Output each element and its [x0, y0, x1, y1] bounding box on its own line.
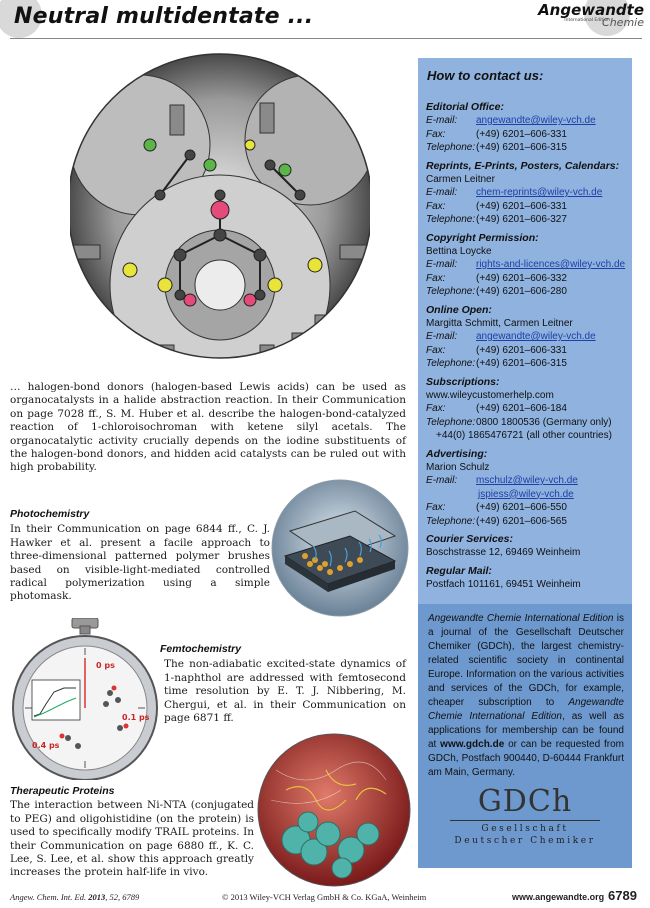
reprints-person: Carmen Leitner [426, 173, 495, 185]
gdch-journal-name-2: Angewandte Chemie International Edition [428, 697, 624, 722]
email-label: E-mail: [426, 187, 458, 198]
subscriptions [426, 376, 625, 443]
journal-logo [538, 1, 644, 29]
email-label: E-mail: [426, 259, 458, 270]
regular-mail [426, 565, 625, 592]
copyright-email-link[interactable]: rights-and-licences@wiley-vch.de [476, 259, 626, 270]
reprints-tel: (+49) 6201–606-327 [476, 214, 567, 225]
therapeutic-text: The interaction between Ni-NTA (conjugated to PEG) and oligohistidine (on the protein) is used to specifically modify TRAIL proteins. In their Communication on page 6880 ff., K. C. Lee, S. Lee, et al. show this approach greatly increases the protein half-life in vivo. [10, 799, 254, 879]
tel-label: Telephone: [426, 286, 476, 297]
footer-volume: , 52, 6789 [105, 892, 140, 902]
online-open-tel: (+49) 6201–606-315 [476, 358, 567, 369]
subscriptions-tel2: +44(0) 1865476721 (all other countries) [436, 430, 612, 441]
gdch-logo [418, 784, 632, 847]
tel-label: Telephone: [426, 416, 476, 428]
editorial-tel: (+49) 6201–606-315 [476, 142, 567, 153]
polymer-brush-illustration [270, 476, 410, 620]
subscriptions-web[interactable]: www.wileycustomerhelp.com [426, 389, 554, 401]
gdch-website-link[interactable]: www.gdch.de [440, 739, 505, 750]
page-title: Neutral multidentate ... [14, 4, 314, 29]
editorial-email-link[interactable]: angewandte@wiley-vch.de [476, 115, 596, 126]
tel-label: Telephone: [426, 214, 476, 225]
copyright-permission [426, 232, 625, 299]
footer-journal: Angew. Chem. Int. Ed. [10, 892, 89, 902]
courier-title: Courier Services: [426, 533, 513, 545]
advertising-person: Marion Schulz [426, 461, 490, 473]
advertising [426, 448, 625, 529]
tel-label: Telephone: [426, 142, 476, 153]
gdch-logo-rule [450, 820, 600, 821]
contact-heading: How to contact us: [427, 68, 544, 83]
footer-copyright: © 2013 Wiley-VCH Verlag GmbH & Co. KGaA, Weinheim [222, 892, 427, 902]
brand-edition: International Edition [564, 18, 610, 23]
photochemistry-title: Photochemistry [10, 508, 90, 520]
copyright-tel: (+49) 6201–606-280 [476, 286, 567, 297]
clock-label-0ps: 0 ps [96, 661, 115, 670]
advertising-title: Advertising: [426, 447, 488, 460]
footer-year: 2013 [88, 892, 106, 902]
gdch-info-box [418, 604, 632, 868]
editorial-title: Editorial Office: [426, 101, 504, 113]
fax-label: Fax: [426, 200, 446, 212]
reprints-fax: (+49) 6201–606-331 [476, 200, 567, 212]
advertising-email2-link[interactable]: jspiess@wiley-vch.de [478, 488, 574, 500]
copyright-person: Bettina Loycke [426, 245, 492, 257]
subscriptions-tel: 0800 1800536 (Germany only) [476, 416, 612, 428]
footer-website-link[interactable]: www.angewandte.org [512, 892, 605, 902]
gear-molecule-illustration [70, 45, 370, 367]
advertising-email-link[interactable]: mschulz@wiley-vch.de [476, 475, 578, 486]
reprints-title: Reprints, E-Prints, Posters, Calendars: [426, 159, 620, 172]
therapeutic-section [10, 785, 254, 880]
femtochemistry-title: Femtochemistry [160, 643, 242, 655]
editorial-office [426, 101, 625, 155]
gdch-text [428, 612, 624, 780]
header-rule [10, 38, 642, 39]
femtochemistry-section [160, 643, 406, 725]
fax-label: Fax: [426, 272, 446, 284]
courier-address: Boschstrasse 12, 69469 Weinheim [426, 547, 581, 558]
gdch-logo-mark: GDCh [477, 784, 573, 819]
mail-address: Postfach 101161, 69451 Weinheim [426, 578, 581, 590]
online-open-title: Online Open: [426, 303, 492, 316]
email-label: E-mail: [426, 115, 458, 126]
advertising-fax: (+49) 6201–606-550 [476, 502, 567, 513]
gdch-text-part: is a journal of the Gesellschaft Deutscher Chemiker (GDCh), the largest chemistry-related scientific society in continental Europe. Information on the various activities and services of the GDCh, for example, cheaper subscription to [428, 613, 624, 708]
gdch-caption-1: Gesellschaft [481, 824, 569, 834]
subscriptions-title: Subscriptions: [426, 375, 500, 388]
photochemistry-text: In their Communication on page 6844 ff., C. J. Hawker et al. present a facile approach to three-dimensional patterned polymer brushes based on visible-light-mediated controlled radical polymerization using a simple photomask. [10, 523, 270, 603]
contact-box [418, 58, 632, 604]
email-label: E-mail: [426, 475, 458, 486]
online-open-email-link[interactable]: angewandte@wiley-vch.de [476, 331, 596, 342]
online-open [426, 304, 625, 371]
protein-illustration [256, 730, 412, 888]
page-number: 6789 [608, 888, 637, 903]
reprints-email-link[interactable]: chem-reprints@wiley-vch.de [476, 187, 603, 198]
online-open-person: Margitta Schmitt, Carmen Leitner [426, 317, 573, 329]
editorial-fax: (+49) 6201–606-331 [476, 128, 567, 140]
courier-services [426, 533, 625, 560]
tel-label: Telephone: [426, 515, 476, 527]
gdch-text-part-2: , as well as applications for membership can be found at [428, 711, 624, 750]
brand-sub: Chemie [602, 16, 644, 29]
fax-label: Fax: [426, 502, 446, 513]
gdch-text-part-3: or can be requested from GDCh, Postfach 900440, D-60444 Frankfurt am Main, Germany. [428, 739, 624, 778]
fax-label: Fax: [426, 344, 446, 356]
copyright-fax: (+49) 6201–606-332 [476, 272, 567, 284]
clock-label-01ps: 0.1 ps [122, 713, 150, 722]
gdch-journal-name: Angewandte Chemie International Edition [428, 613, 614, 624]
reprints [426, 160, 625, 227]
photochemistry-section [10, 508, 270, 604]
fax-label: Fax: [426, 403, 446, 414]
fax-label: Fax: [426, 128, 446, 140]
advertising-tel: (+49) 6201–606-565 [476, 515, 567, 527]
brand-name: Angewandte [538, 1, 644, 19]
tel-label: Telephone: [426, 358, 476, 369]
femtochemistry-text: The non-adiabatic excited-state dynamics of 1-naphthol are addressed with femtosecond time resolution by E. T. J. Nibbering, M. Chergui, et al. in their Communication on page 6871 ff. [164, 658, 406, 725]
gdch-caption-2: Deutscher Chemiker [454, 836, 596, 846]
mail-title: Regular Mail: [426, 564, 492, 577]
halogen-article-text: … halogen-bond donors (halogen-based Lewis acids) can be used as organocatalysts in a halide abstraction reaction. In their Communication on page 7028 ff., S. M. Huber et al. describe the halogen-bond-catalyzed reaction of 1-chloroisochroman with ketene silyl acetals. The organocatalytic activity crucially depends on the iodine substituents of the halogen-bond donors, and hidden acid catalysts can be ruled out with high probability. [10, 381, 406, 474]
femtosecond-clock-illustration [10, 618, 160, 780]
therapeutic-title: Therapeutic Proteins [10, 785, 115, 797]
online-open-fax: (+49) 6201–606-331 [476, 344, 567, 356]
email-label: E-mail: [426, 331, 458, 342]
copyright-title: Copyright Permission: [426, 231, 539, 244]
clock-label-04ps: 0.4 ps [32, 741, 60, 750]
subscriptions-fax: (+49) 6201–606-184 [476, 403, 567, 414]
footer-citation [10, 892, 139, 902]
